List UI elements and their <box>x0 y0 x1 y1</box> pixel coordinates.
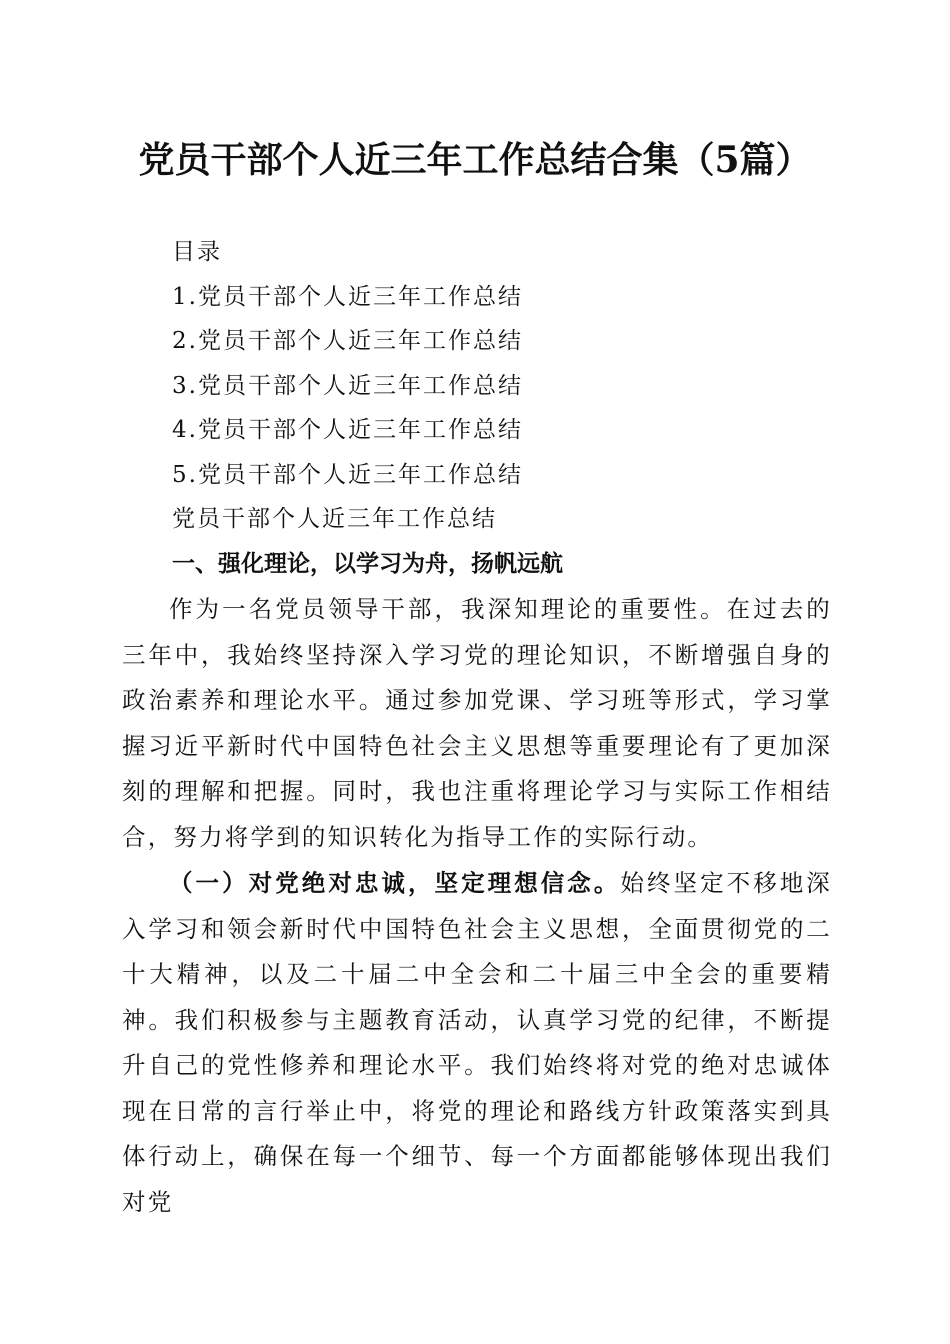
table-of-contents <box>172 230 852 542</box>
toc-item: 5.党员干部个人近三年工作总结 <box>172 461 523 488</box>
toc-item: 1.党员干部个人近三年工作总结 <box>172 283 523 310</box>
document-title: 党员干部个人近三年工作总结合集（5篇） <box>138 139 812 181</box>
section-title: 党员干部个人近三年工作总结 <box>172 506 497 532</box>
toc-heading: 目录 <box>172 239 222 265</box>
paragraph-body: 始终坚定不移地深入学习和领会新时代中国特色社会主义思想，全面贯彻党的二十大精神，以及二十届二中全会和二十届三中全会的重要精神。我们积极参与主题教育活动，认真学习党的纪律，不断提升自己的党性修养和理论水平。我们始终将对党的绝对忠诚体现在日常的言行举止中，将党的理论和路线方针政策落实到具体行动上，确保在每一个细节、每一个方面都能够体现出我们对党 <box>122 869 832 1216</box>
body-paragraph <box>122 861 832 1225</box>
toc-item: 4.党员干部个人近三年工作总结 <box>172 417 523 443</box>
section-heading: 一、强化理论，以学习为舟，扬帆远航 <box>172 550 563 577</box>
toc-item: 2.党员干部个人近三年工作总结 <box>172 328 523 354</box>
toc-item: 3.党员干部个人近三年工作总结 <box>172 372 523 399</box>
body-paragraph: 作为一名党员领导干部，我深知理论的重要性。在过去的三年中，我始终坚持深入学习党的理论知识，不断增强自身的政治素养和理论水平。通过参加党课、学习班等形式，学习掌握习近平新时代中国特色社会主义思想等重要理论有了更加深刻的理解和把握。同时，我也注重将理论学习与实际工作相结合，努力将学到的知识转化为指导工作的实际行动。 <box>122 595 832 851</box>
subheading-lead: （一）对党绝对忠诚，坚定理想信念。 <box>169 869 621 897</box>
